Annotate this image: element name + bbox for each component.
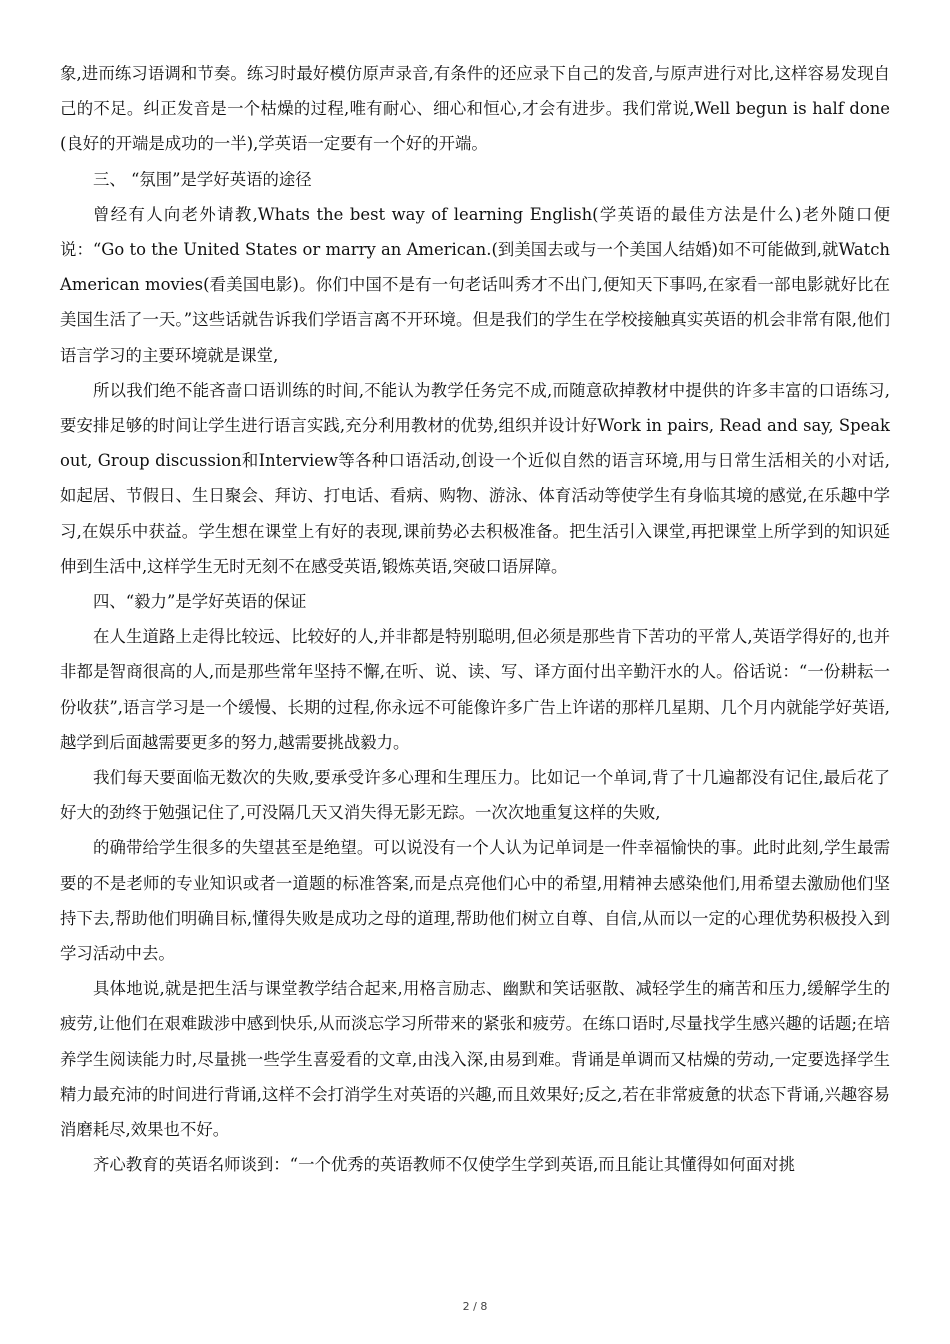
paragraph-2: 曾经有人向老外请教,Whats the best way of learning English(学英语的最佳方法是什么)老外随口便说：“Go to the United States or marry an American.(到美国去或与一个美国人结婚)如不可能做到,就Watch American movies(看美国电影)。你们中国不是有一句老话叫秀才不出门,便知天下事吗,在家看一部电影就好比在美国生活了一天。”这些话就告诉我们学语言离不开环境。但是我们的学生在学校接触真实英语的机会非常有限,他们语言学习的主要环境就是课堂, <box>60 204 890 365</box>
paragraph-1: 象,进而练习语调和节奏。练习时最好模仿原声录音,有条件的还应录下自己的发音,与原声进行对比,这样容易发现自己的不足。纠正发音是一个枯燥的过程,唯有耐心、细心和恒心,才会有进步。我们常说,Well begun is half done(良好的开端是成功的一半),学英语一定要有一个好的开端。 <box>60 64 890 154</box>
section-heading-3: 三、 “氛围”是学好英语的途径 <box>93 169 312 189</box>
paragraph-5: 我们每天要面临无数次的失败,要承受许多心理和生理压力。比如记一个单词,背了十几遍都没有记住,最后花了好大的劲终于勉强记住了,可没隔几天又消失得无影无踪。一次次地重复这样的失败, <box>60 768 890 823</box>
paragraph-3: 所以我们绝不能吝啬口语训练的时间,不能认为教学任务完不成,而随意砍掉教材中提供的许多丰富的口语练习,要安排足够的时间让学生进行语言实践,充分利用教材的优势,组织并设计好Work in pairs, Read and say, Speak out, Group discussion和Interview等各种口语活动,创设一个近似自然的语言环境,用与日常生活相关的小对话,如起居、节假日、生日聚会、拜访、打电话、看病、购物、游泳、体育活动等使学生有身临其境的感觉,在乐趣中学习,在娱乐中获益。学生想在课堂上有好的表现,课前势必去积极准备。把生活引入课堂,再把课堂上所学到的知识延伸到生活中,这样学生无时无刻不在感受英语,锻炼英语,突破口语屏障。 <box>60 380 890 576</box>
paragraph-6: 的确带给学生很多的失望甚至是绝望。可以说没有一个人认为记单词是一件幸福愉快的事。此时此刻,学生最需要的不是老师的专业知识或者一道题的标准答案,而是点亮他们心中的希望,用精神去感染他们,用希望去激励他们坚持下去,帮助他们明确目标,懂得失败是成功之母的道理,帮助他们树立自尊、自信,从而以一定的心理优势积极投入到学习活动中去。 <box>60 838 890 964</box>
document-page <box>60 56 890 1183</box>
section-heading-4: 四、“毅力”是学好英语的保证 <box>93 592 307 612</box>
paragraph-7: 具体地说,就是把生活与课堂教学结合起来,用格言励志、幽默和笑话驱散、减轻学生的痛苦和压力,缓解学生的疲劳,让他们在艰难跋涉中感到快乐,从而淡忘学习所带来的紧张和疲劳。在练口语时,尽量找学生感兴趣的话题;在培养学生阅读能力时,尽量挑一些学生喜爱看的文章,由浅入深,由易到难。背诵是单调而又枯燥的劳动,一定要选择学生精力最充沛的时间进行背诵,这样不会打消学生对英语的兴趣,而且效果好;反之,若在非常疲惫的状态下背诵,兴趣容易消磨耗尽,效果也不好。 <box>60 979 890 1140</box>
page-number: 2 / 8 <box>462 1300 488 1313</box>
paragraph-4: 在人生道路上走得比较远、比较好的人,并非都是特别聪明,但必须是那些肯下苦功的平常人,英语学得好的,也并非都是智商很高的人,而是那些常年坚持不懈,在听、说、读、写、译方面付出辛勤汗水的人。俗话说：“一份耕耘一份收获”,语言学习是一个缓慢、长期的过程,你永远不可能像许多广告上许诺的那样几星期、几个月内就能学好英语,越学到后面越需要更多的努力,越需要挑战毅力。 <box>60 627 890 752</box>
paragraph-8: 齐心教育的英语名师谈到：“一个优秀的英语教师不仅使学生学到英语,而且能让其懂得如何面对挑 <box>93 1155 795 1175</box>
